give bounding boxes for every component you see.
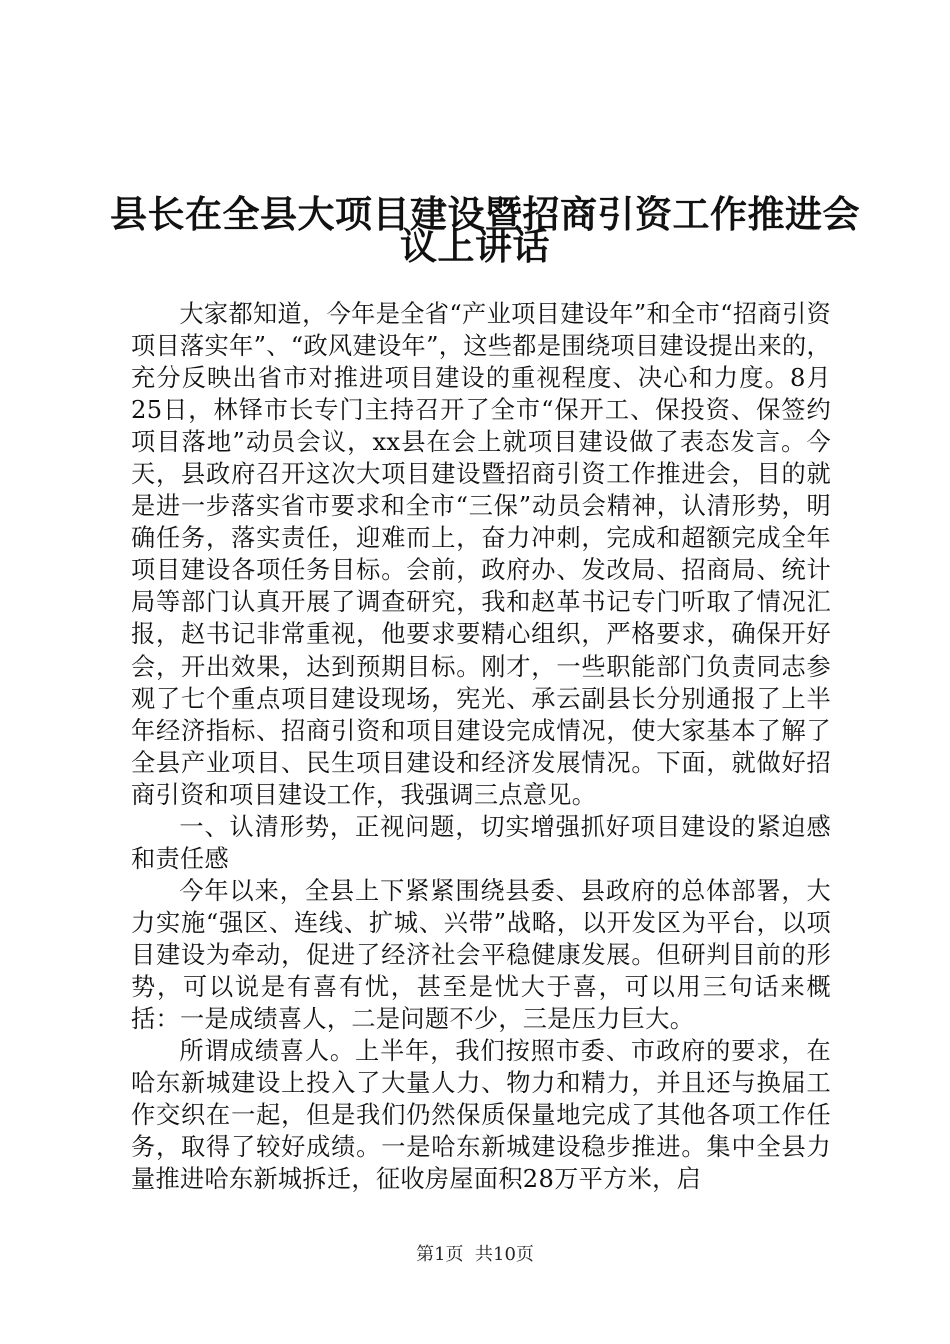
page-footer [0, 1240, 950, 1266]
document-title-line-1: 县长在全县大项目建设暨招商引资工作推进会 [110, 192, 860, 236]
document-title-line-2: 议上讲话 [400, 224, 550, 268]
document-body [131, 298, 831, 1195]
page-total: 共10页 [475, 1244, 534, 1265]
page-number: 第1页 [416, 1244, 464, 1265]
section-heading-1: 一、认清形势，正视问题，切实增强抓好项目建设的紧迫感和责任感 [131, 812, 831, 873]
paragraph-intro: 大家都知道，今年是全省“产业项目建设年”和全市“招商引资项目落实年”、“政风建设年”，这些都是围绕项目建设提出来的，充分反映出省市对推进项目建设的重视程度、决心和力度。8月25日，林铎市长专门主持召开了全市“保开工、保投资、保签约项目落地”动员会议，xx县在会上就项目建设做了表态发言。今天，县政府召开这次大项目建设暨招商引资工作推进会，目的就是进一步落实省市要求和全市“三保”动员会精神，认清形势，明确任务，落实责任，迎难而上，奋力冲刺，完成和超额完成全年项目建设各项任务目标。会前，政府办、发改局、招商局、统计局等部门认真开展了调查研究，我和赵革书记专门听取了情况汇报，赵书记非常重视，他要求要精心组织，严格要求，确保开好会，开出效果，达到预期目标。刚才，一些职能部门负责同志参观了七个重点项目建设现场，宪光、承云副县长分别通报了上半年经济指标、招商引资和项目建设完成情况，使大家基本了解了全县产业项目、民生项目建设和经济发展情况。下面，就做好招商引资和项目建设工作，我强调三点意见。 [131, 300, 831, 809]
paragraph-situation: 今年以来，全县上下紧紧围绕县委、县政府的总体部署，大力实施“强区、连线、扩城、兴带”战略，以开发区为平台，以项目建设为牵动，促进了经济社会平稳健康发展。但研判目前的形势，可以说是有喜有忧，甚至是忧大于喜，可以用三句话来概括：一是成绩喜人，二是问题不少，三是压力巨大。 [131, 876, 831, 1034]
paragraph-achievements: 所谓成绩喜人。上半年，我们按照市委、市政府的要求，在哈东新城建设上投入了大量人力、物力和精力，并且还与换届工作交织在一起，但是我们仍然保质保量地完成了其他各项工作任务，取得了较好成绩。一是哈东新城建设稳步推进。集中全县力量推进哈东新城拆迁，征收房屋面积28万平方米，启 [131, 1037, 831, 1194]
